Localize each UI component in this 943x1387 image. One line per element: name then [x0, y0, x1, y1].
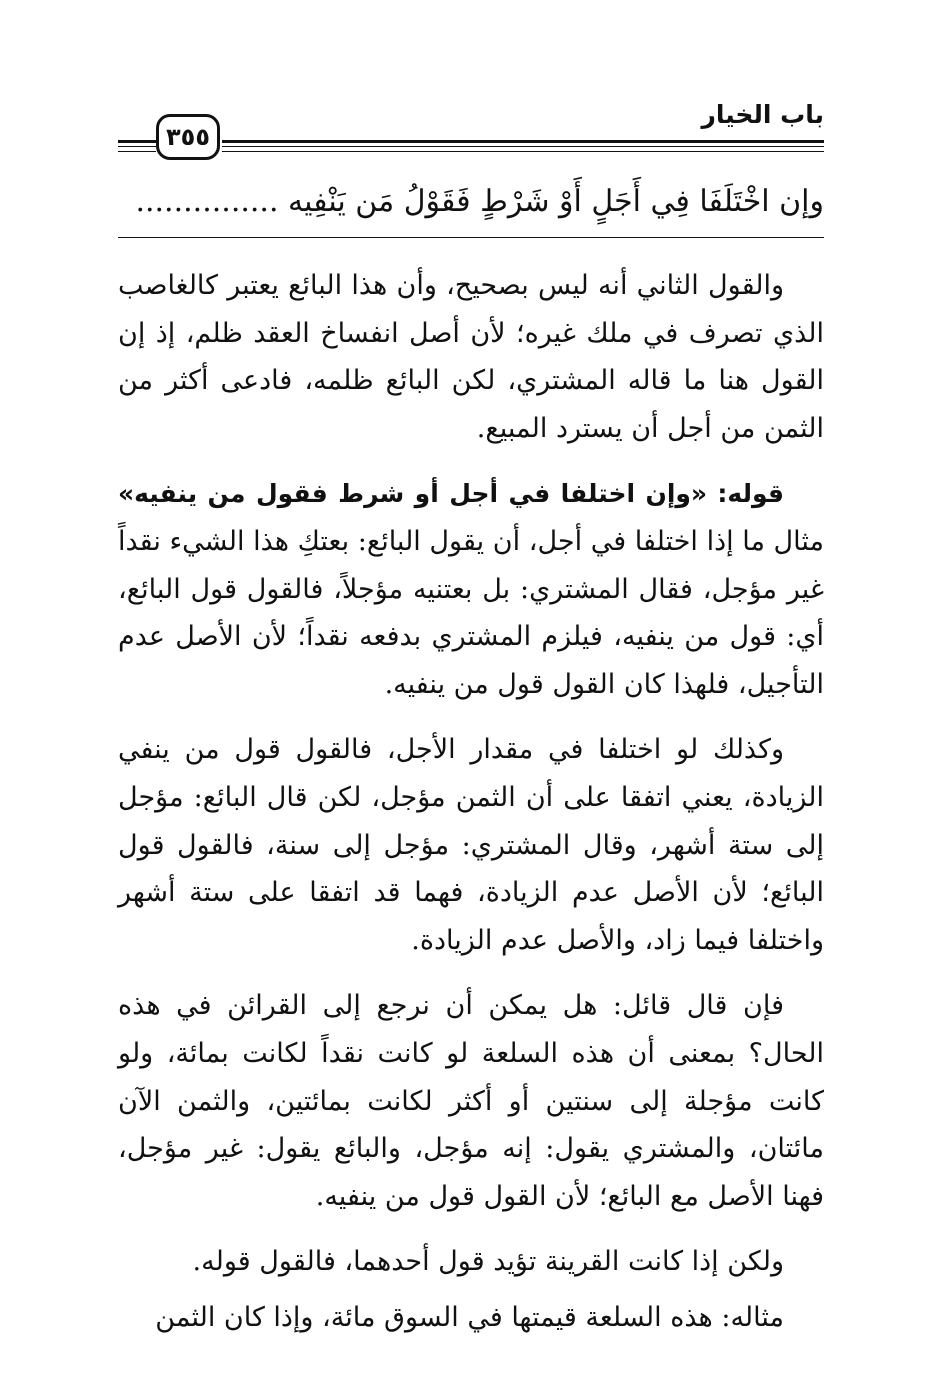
paragraph: وكذلك لو اختلفا في مقدار الأجل، فالقول قول من ينفي الزيادة، يعني اتفقا على أن الثمن مؤجل، لكن قال البائع: مؤجل إلى ستة أشهر، وقال المشتري: مؤجل إلى سنة، فالقول قول البائع؛ لأن الأصل عدم الزيادة، فهما قد اتفقا على ستة أشهر واختلفا فيما زاد، والأصل عدم الزيادة.: [118, 734, 824, 956]
chapter-title: باب الخيار: [701, 100, 824, 129]
header-rule: [222, 140, 824, 143]
header-rule: [118, 140, 156, 143]
matn-quote: «وإن اختلفا في أجل أو شرط فقول من ينفيه»: [118, 479, 708, 509]
matn-text: وإن اخْتَلَفَا فِي أَجَلٍ أَوْ شَرْطٍ فَقَوْلُ مَن يَنْفِيه ...............: [135, 184, 824, 219]
header-rule: [118, 146, 156, 147]
header-rule: [222, 146, 824, 147]
qawluhu-label: قوله:: [717, 479, 784, 509]
header-rule: [118, 151, 156, 152]
paragraph: والقول الثاني أنه ليس بصحيح، وأن هذا البائع يعتبر كالغاصب الذي تصرف في ملك غيره؛ لأن أصل انفساخ العقد ظلم، إذ إن القول هنا ما قاله المشتري، لكن البائع ظلمه، فادعى أكثر من الثمن من أجل أن يسترد المبيع.: [118, 270, 824, 444]
header-rule: [222, 151, 824, 152]
paragraph: [118, 470, 824, 708]
page-header: [118, 100, 824, 164]
paragraph: مثاله: هذه السلعة قيمتها في السوق مائة، وإذا كان الثمن: [155, 1301, 784, 1333]
paragraph: فإن قال قائل: هل يمكن أن نرجع إلى القرائن في هذه الحال؟ بمعنى أن هذه السلعة لو كانت نقداً لكانت بمائة، ولو كانت مؤجلة إلى سنتين أو أكثر لكانت بمائتين، والثمن الآن مائتان، والمشتري يقول: إنه مؤجل، والبائع يقول: غير مؤجل، فهنا الأصل مع البائع؛ لأن القول قول من ينفيه.: [118, 990, 824, 1212]
paragraph: ولكن إذا كانت القرينة تؤيد قول أحدهما، فالقول قوله.: [192, 1246, 784, 1278]
paragraph-text: مثال ما إذا اختلفا في أجل، أن يقول البائع: بعتكِ هذا الشيء نقداً غير مؤجل، فقال المشتري: بل بعتنيه مؤجلاً، فالقول قول البائع، أي: قول من ينفيه، فيلزم المشتري بدفعه نقداً؛ لأن الأصل عدم التأجيل، فلهذا كان القول قول من ينفيه.: [118, 525, 824, 700]
commentary-body: [118, 262, 824, 1359]
page-number: ٣٥٥: [156, 114, 220, 160]
matn-divider: [118, 237, 824, 238]
